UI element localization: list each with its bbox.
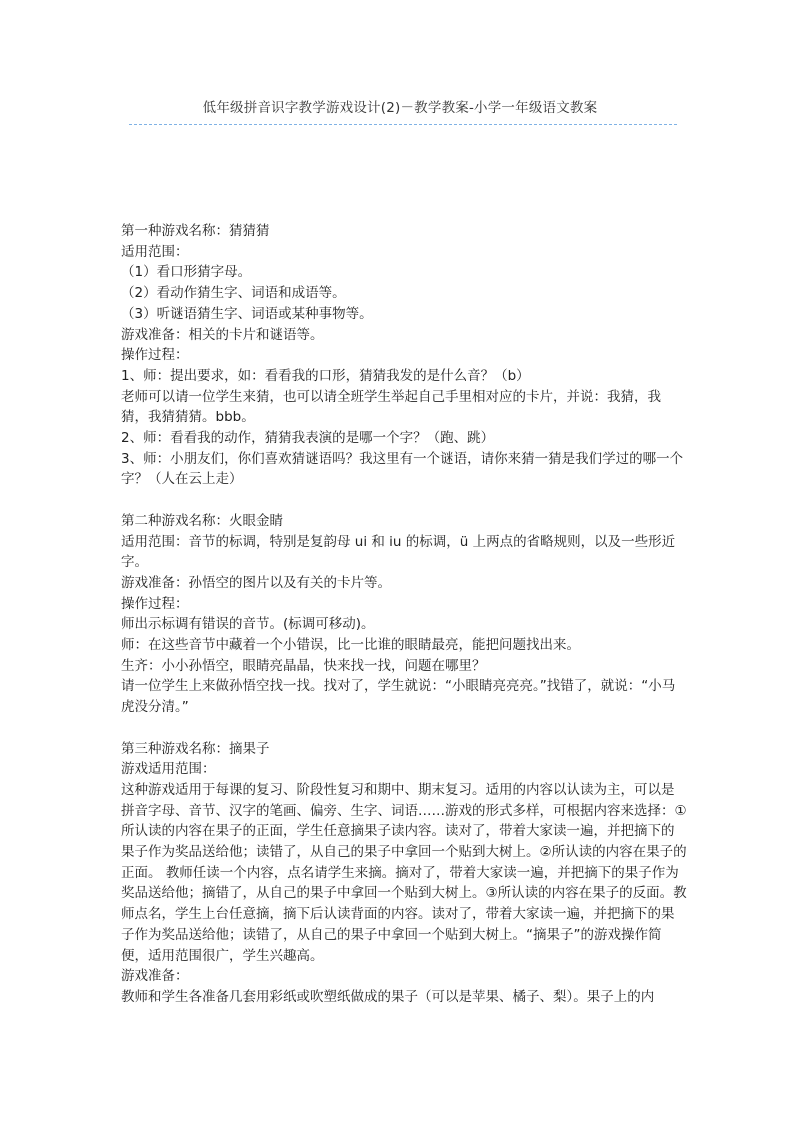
section-game-1 <box>121 221 687 490</box>
section-heading: 第二种游戏名称：火眼金睛 <box>121 512 283 529</box>
section-heading: 第一种游戏名称：猜猜猜 <box>121 223 270 239</box>
paragraph: 教师和学生各准备几套用彩纸或吹塑纸做成的果子（可以是苹果、橘子、梨）。果子上的内 <box>121 988 655 1005</box>
section-game-2 <box>121 511 687 718</box>
section-spacer <box>121 718 687 739</box>
paragraph: 游戏适用范围： <box>121 761 216 778</box>
paragraph: （2）看动作猜生字、词语和成语等。 <box>121 285 346 302</box>
paragraph: 请一位学生上来做孙悟空找一找。找对了，学生就说：“小眼睛亮亮亮。”找错了，就说：“小马虎没分清。” <box>121 678 676 716</box>
paragraph: 师出示标调有错误的音节。(标调可移动)。 <box>121 616 375 633</box>
paragraph: 师：在这些音节中藏着一个小错误，比一比谁的眼睛最亮，能把问题找出来。 <box>121 637 580 654</box>
section-spacer <box>121 490 687 511</box>
paragraph: 操作过程： <box>121 595 189 612</box>
paragraph: 1、师：提出要求，如：看看我的口形，猜猜我发的是什么音？（b） <box>121 367 530 384</box>
section-heading: 第三种游戏名称：摘果子 <box>121 740 270 757</box>
document-title: 低年级拼音识字教学游戏设计(2)－教学教案-小学一年级语文教案 <box>202 100 598 116</box>
paragraph: 老师可以请一位学生来猜，也可以请全班学生举起自己手里相对应的卡片，并说：我猜，我猜，我猜猜猜。bbb。 <box>121 388 661 426</box>
paragraph: 适用范围： <box>121 243 189 260</box>
paragraph: 游戏准备：孙悟空的图片以及有关的卡片等。 <box>121 574 391 591</box>
paragraph: （3）听谜语猜生字、词语或某种事物等。 <box>121 305 373 322</box>
paragraph: 这种游戏适用于每课的复习、阶段性复习和期中、期末复习。适用的内容以认读为主，可以是拼音字母、音节、汉字的笔画、偏旁、生字、词语……游戏的形式多样，可根据内容来选择：①所认读的内容在果子的正面，学生任意摘果子读内容。读对了，带着大家读一遍，并把摘下的果子作为奖品送给他；读错了，从自己的果子中拿回一个贴到大树上。②所认读的内容在果子的正面。 教师任读一个内容，点名请学生来摘。摘对了，带着大家读一遍，并把摘下的果子作为奖品送给他；摘错了，从自己的果子中拿回一个贴到大树上。③所认读的内容在果子的反面。教师点名，学生上台任意摘，摘下后认读背面的内容。读对了，带着大家读一遍，并把摘下的果子作为奖品送给他；读错了，从自己的果子中拿回一个贴到大树上。“摘果子”的游戏操作简便，适用范围很广，学生兴趣高。 <box>121 781 687 964</box>
paragraph: 操作过程： <box>121 347 189 364</box>
paragraph: 生齐：小小孙悟空，眼睛亮晶晶，快来找一找，问题在哪里？ <box>121 657 486 674</box>
title-divider <box>129 124 677 125</box>
paragraph: 适用范围：音节的标调，特别是复韵母 ui 和 iu 的标调，ü 上两点的省略规则，以及一些形近字。 <box>121 533 676 571</box>
paragraph: 游戏准备： <box>121 968 189 985</box>
section-game-3 <box>121 739 687 1008</box>
paragraph: 3、师：小朋友们，你们喜欢猜谜语吗？我这里有一个谜语，请你来猜一猜是我们学过的哪一个字？（人在云上走） <box>121 450 684 488</box>
paragraph: 2、师：看看我的动作，猜猜我表演的是哪一个字？（跑、跳） <box>121 430 495 447</box>
paragraph: 游戏准备：相关的卡片和谜语等。 <box>121 326 324 343</box>
document-body <box>121 221 687 1008</box>
paragraph: （1）看口形猜字母。 <box>121 264 252 281</box>
